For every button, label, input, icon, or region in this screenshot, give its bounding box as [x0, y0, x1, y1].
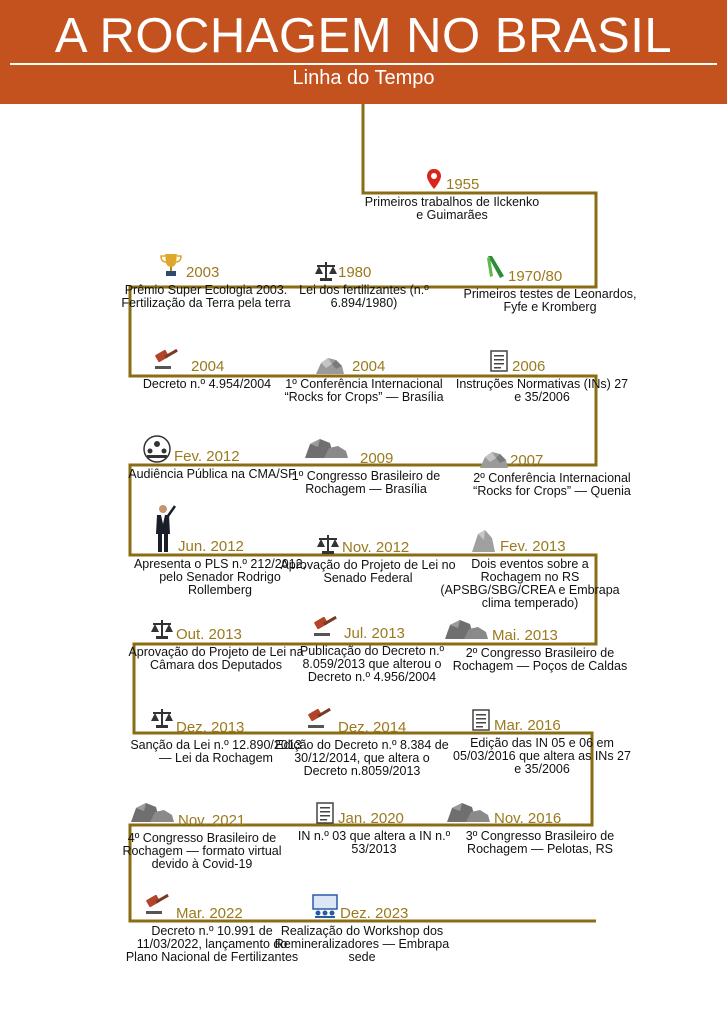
event-text: 2º Congresso Brasileiro de Rochagem — Poços de Caldas [452, 646, 628, 673]
event-date: 1955 [446, 176, 480, 193]
event-date: Mar. 2016 [494, 717, 561, 734]
event-text: 1º Conferência Internacional “Rocks for Crops” — Brasília [284, 377, 444, 404]
senator-icon [150, 504, 176, 554]
event-date: 2009 [360, 450, 394, 467]
document-icon [470, 709, 492, 733]
event-date: Nov. 2016 [494, 810, 562, 827]
scales-icon [150, 707, 174, 729]
rock-icon [314, 354, 346, 376]
page-title: A ROCHAGEM NO BRASIL [54, 9, 673, 63]
rocks-icon [304, 434, 350, 462]
map-pin-icon [426, 168, 442, 190]
event-text: Edição das IN 05 e 06 em 05/03/2016 que altera as INs 27 e 35/2006 [453, 736, 631, 776]
event-text: Lei dos fertilizantes (n.º 6.894/1980) [299, 283, 429, 310]
audience-icon [142, 434, 172, 464]
scales-icon [314, 260, 338, 282]
event-text: Primeiros testes de Leonardos, Fyfe e Kromberg [463, 287, 637, 314]
event-date: Dez. 2023 [340, 905, 409, 922]
event-date: 1970/80 [508, 268, 563, 285]
gavel-icon [144, 893, 172, 917]
trophy-icon [160, 252, 182, 278]
event-text: Aprovação do Projeto de Lei na Câmara dos Deputados [128, 645, 304, 672]
scales-icon [150, 618, 174, 640]
plant-icon [484, 254, 508, 280]
event-text: 2º Conferência Internacional “Rocks for Crops” — Quenia [473, 471, 631, 498]
document-icon [488, 350, 510, 374]
page-subtitle: Linha do Tempo [292, 67, 435, 89]
event-date: Nov. 2021 [178, 812, 246, 829]
event-text: 1º Congresso Brasileiro de Rochagem — Brasília [291, 469, 441, 496]
gavel-icon [153, 348, 181, 372]
event-date: Jul. 2013 [344, 625, 405, 642]
event-text: Decreto n.º 10.991 de 11/03/2022, lançamento do Plano Nacional de Fertilizantes [125, 924, 299, 964]
event-text: Instruções Normativas (INs) 27 e 35/2006 [455, 377, 629, 404]
event-date: Jan. 2020 [338, 810, 404, 827]
event-date: 2007 [510, 452, 544, 469]
event-date: Nov. 2012 [342, 539, 410, 556]
event-text: Dois eventos sobre a Rochagem no RS (APSBG/SBG/CREA e Embrapa clima temperado) [440, 557, 620, 610]
event-text: Prêmio Super Ecologia 2003. Fertilização da Terra pela terra [121, 283, 291, 310]
event-text: Decreto n.º 4.954/2004 [142, 377, 272, 391]
event-text: 3º Congresso Brasileiro de Rochagem — Pelotas, RS [465, 829, 615, 856]
event-date: 2006 [512, 358, 546, 375]
event-date: Fev. 2013 [500, 538, 566, 555]
event-date: Dez. 2013 [176, 719, 245, 736]
event-text: 4º Congresso Brasileiro de Rochagem — formato virtual devido à Covid-19 [122, 831, 282, 871]
event-text: Apresenta o PLS n.º 212/2012, pelo Senador Rodrigo Rollemberg [133, 557, 307, 597]
gavel-icon [312, 615, 340, 639]
event-text: Realização do Workshop dos Remineralizadores — Embrapa sede [274, 924, 450, 964]
document-icon [314, 802, 336, 826]
event-date: 2004 [191, 358, 225, 375]
event-date: 2003 [186, 264, 220, 281]
event-date: Dez. 2014 [338, 719, 407, 736]
event-text: Aprovação do Projeto de Lei no Senado Federal [280, 558, 456, 585]
event-date: Fev. 2012 [174, 448, 240, 465]
workshop-icon [312, 893, 338, 919]
rocks-icon [130, 798, 176, 826]
event-text: Edição do Decreto n.º 8.384 de 30/12/2014, que altera o Decreto n.8059/2013 [275, 738, 449, 778]
gavel-icon [306, 707, 334, 731]
event-text: Audiência Pública na CMA/SF [128, 467, 296, 481]
event-text: Publicação do Decreto n.º 8.059/2013 que alterou o Decreto n.º 4.956/2004 [299, 644, 445, 684]
event-text: Primeiros trabalhos de Ilckenko e Guimarães [364, 195, 540, 222]
rock-icon [478, 448, 510, 470]
rock-icon [470, 528, 496, 554]
event-date: 1980 [338, 264, 372, 281]
event-text: IN n.º 03 que altera a IN n.º 53/2013 [297, 829, 451, 856]
event-text: Sanção da Lei n.º 12.890/2013 — Lei da Rochagem [130, 738, 302, 765]
event-date: 2004 [352, 358, 386, 375]
event-date: Jun. 2012 [178, 538, 244, 555]
scales-icon [316, 533, 340, 555]
event-date: Out. 2013 [176, 626, 242, 643]
event-date: Mar. 2022 [176, 905, 243, 922]
event-date: Mai. 2013 [492, 627, 558, 644]
